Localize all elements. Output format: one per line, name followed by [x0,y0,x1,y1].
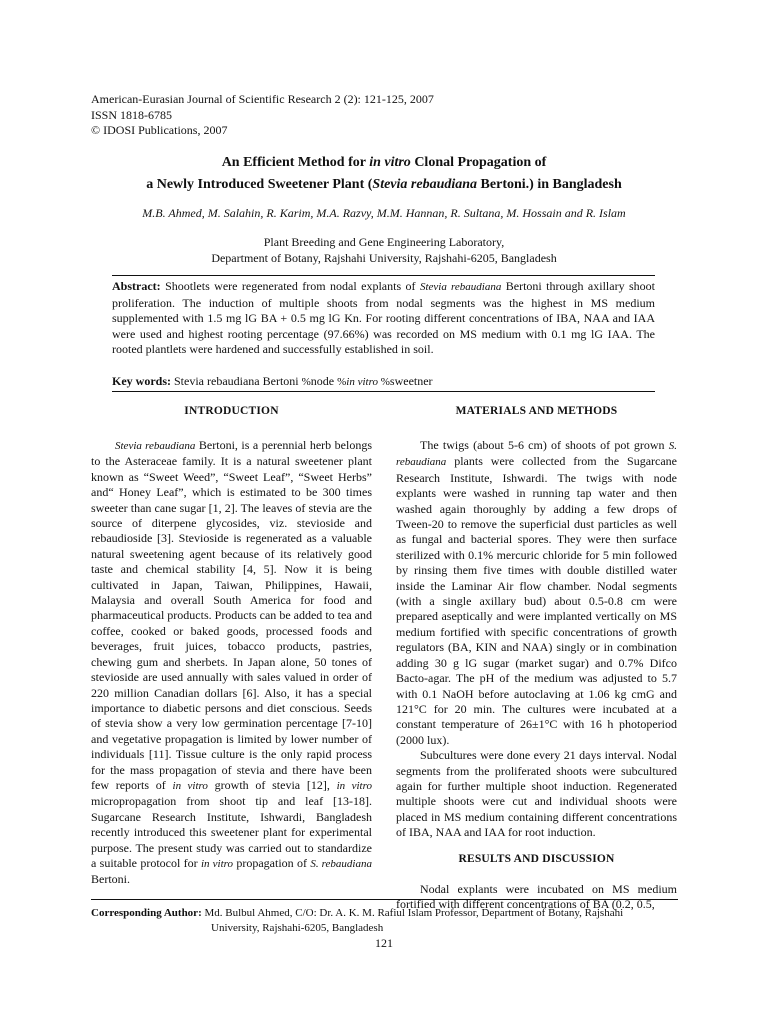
journal-issn: ISSN 1818-6785 [91,107,173,122]
introduction-heading: INTRODUCTION [184,405,279,417]
methods-paragraph-2: Subcultures were done every 21 days interval. Nodal segments from the proliferated shoots were subcultured again for further multiple shoot induction. Regenerated multiple shoots were cut and individual shoots were placed in MS medium containing different concentrations of IBA, NAA and IAA for root induction. [396,748,677,840]
corresponding-author-note: Corresponding Author: Md. Bulbul Ahmed, C/O: Dr. A. K. M. Rafiul Islam Professor, Department of Botany, Rajshahi University, Rajshahi-6205, Bangladesh [91,907,624,934]
affiliation [0,235,768,266]
left-column [91,404,372,888]
right-column [396,404,677,912]
methods-paragraph-1: The twigs (about 5-6 cm) of shoots of pot grown S. rebaudiana plants were collected from the Sugarcane Research Institute, Ishwardi. The twigs with node explants were washed in running tap water and then washed again thoroughly by adding a few drops of Tween-20 to remove the superficial dust particles as well as fungal and bacterial spores. They were then surface sterilized with 0.1% mercuric chloride for 5 min followed by rinsing them five times with double distilled water inside the Laminar Air flow chamber. Nodal segments (with a single axillary bud) about 0.5-0.8 cm were prepared aseptically and were implanted vertically on MS medium fortified with specific concentrations of growth regulators (BA, KIN and NAA) singly or in combination adding 30 g lG sugar (market sugar) and 0.7% Difco Bacto-agar. The pH of the medium was adjusted to 5.7 with 0.1 NaOH before autoclaving at 1.06 kg cmG and 121°C for 20 min. The cultures were incubated at a constant temperature of 26±1°C with 16 h photoperiod (2000 lux). [396,438,677,747]
introduction-paragraph: Stevia rebaudiana Bertoni, is a perennial herb belongs to the Asteraceae family. It is a natural sweetener plant known as “Sweet Weed”, “Sweet Leaf”, “Sweet Herbs” and“ Honey Leaf”, which is estimated to be 300 times sweeter than cane sugar [1, 2]. The leaves of stevia are the source of diterpene glycosides, viz. stevioside and rebaudioside [3]. Stevioside is regenerated as a valuable natural sweetening agent because of its relatively good taste and chemical stability [4, 5]. Now it is being cultivated in Japan, Taiwan, Philippines, Hawaii, Malaysia and overall South America for food and pharmaceutical products. Products can be added to tea and coffee, cooked or baked goods, processed foods and beverages, fruit juices, tobacco products, pastries, chewing gum and sherbets. In Japan alone, 50 tones of stevioside are used annually with sales valued in order of 220 million Canadian dollars [6]. Also, it has a special importance to diabetic persons and diet conscious. Seeds of stevia show a very low germination percentage [7-10] and vegetative propagation is limited by lower number of individuals [11]. Tissue culture is the only rapid process for the mass propagation of stevia and there have been few reports of in vitro growth of stevia [12], in vitro micropropagation from shoot tip and leaf [13-18]. Sugarcane Research Institute, Ishwardi, Bangladesh recently introduced this sweetener plant for experimental purpose. The present study was carried out to standardize a suitable protocol for in vitro propagation of S. rebaudiana Bertoni. [91,438,372,887]
page-number: 121 [375,936,393,950]
results-heading: RESULTS AND DISCUSSION [458,852,615,865]
keywords: Key words: Stevia rebaudiana Bertoni %node %in vitro %sweetner [112,374,433,388]
corresponding-author-label: Corresponding Author: [91,907,202,919]
author-list: M.B. Ahmed, M. Salahin, R. Karim, M.A. Razvy, M.M. Hannan, R. Sultana, M. Hossain and R. Islam [142,206,626,220]
journal-header [91,92,434,139]
results-paragraph: Nodal explants were incubated on MS medium fortified with different concentrations of BA (0.2, 0.5, [396,881,677,911]
keywords-bottom-rule [112,391,655,392]
abstract-label: Abstract: [112,279,161,293]
journal-copyright: © IDOSI Publications, 2007 [91,123,228,137]
affiliation-line-2: Department of Botany, Rajshahi University, Rajshahi-6205, Bangladesh [211,250,557,265]
abstract: Abstract: Shootlets were regenerated from nodal explants of Stevia rebaudiana Bertoni through axillary shoot proliferation. The induction of multiple shoots from nodal segments was the highest in MS medium supplemented with 1.5 mg lG BA + 0.5 mg lG Kn. For rooting different concentrations of IBA, NAA and IAA were used and highest rooting percentage (97.66%) was recorded on MS medium with 0.1 mg lG IAA. The rooted plantlets were hardened and successfully established in soil. [112,279,655,357]
paper-title [0,152,768,196]
title-line-2: a Newly Introduced Sweetener Plant (Stevia rebaudiana Bertoni.) in Bangladesh [146,177,622,192]
affiliation-line-1: Plant Breeding and Gene Engineering Laboratory, [263,235,505,249]
footnote-rule [91,899,678,900]
methods-heading: MATERIALS AND METHODS [455,405,618,417]
abstract-top-rule [112,275,655,276]
journal-citation: American-Eurasian Journal of Scientific Research 2 (2): 121-125, 2007 [91,92,434,106]
keywords-label: Key words: [112,374,171,388]
title-line-1: An Efficient Method for in vitro Clonal Propagation of [221,155,547,170]
